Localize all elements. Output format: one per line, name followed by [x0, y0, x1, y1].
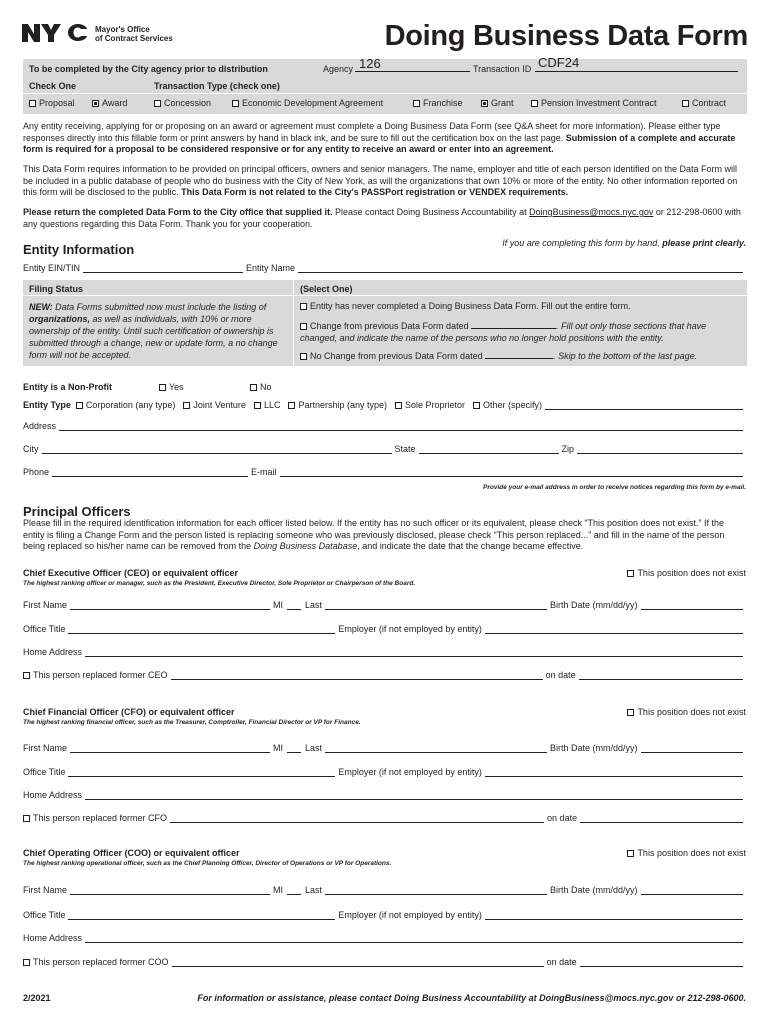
entity-type-row	[23, 400, 746, 410]
pension-label: Pension Investment Contract	[541, 98, 657, 108]
intro-paragraph-2	[23, 164, 746, 199]
intro-p3d: or 212-298-0600 with any questions regarding this Data Form. Thank you for your cooperation.	[23, 207, 741, 229]
office-line-2: of Contract Services	[95, 34, 173, 43]
cfo-name-row	[23, 743, 746, 753]
cfo-not-exist-label: This position does not exist	[637, 707, 746, 717]
coo-home-field[interactable]	[85, 933, 743, 943]
ceo-mi-label: MI	[273, 600, 284, 610]
cfo-on-date-label: on date	[547, 813, 578, 823]
ceo-employer-field[interactable]	[485, 624, 743, 634]
award-label: Award	[102, 98, 128, 108]
contract-label: Contract	[692, 98, 727, 108]
coo-on-date-label: on date	[546, 957, 577, 967]
pension-checkbox[interactable]	[531, 100, 538, 107]
office-line-1: Mayor's Office	[95, 25, 150, 34]
cfo-not-exist-checkbox[interactable]	[627, 709, 634, 716]
cfo-first-label: First Name	[23, 743, 68, 753]
transaction-type-label: Transaction Type (check one)	[154, 81, 280, 91]
franchise-checkbox[interactable]	[413, 100, 420, 107]
intro-p2a: This Data Form requires information to be provided on principal officers, owners and senior managers. The name, employer and title of each person identified on the Data Form will be included in a public database of people who do business with the City of New York, as will the organizations that own 10% or more of the entity. No other information reported on this form will be disclosed to the public.	[23, 164, 738, 197]
transaction-line	[535, 71, 738, 72]
cfo-last-label: Last	[305, 743, 323, 753]
transaction-id-label: Transaction ID	[473, 64, 532, 74]
phone-label: Phone	[23, 467, 50, 477]
city-label: City	[23, 444, 39, 454]
proposal-label: Proposal	[39, 98, 75, 108]
opt-change-note: . Fill out only those sections that have changed, and indicate the name of the persons who no longer hold positions with the entity.	[300, 321, 707, 343]
cfo-birth-field[interactable]	[641, 743, 743, 753]
economic-label: Economic Development Agreement	[242, 98, 384, 108]
corporation-label: Corporation (any type)	[85, 400, 176, 410]
sole-proprietor-label: Sole Proprietor	[405, 400, 466, 410]
cfo-on-date-field[interactable]	[580, 813, 743, 823]
form-title: Doing Business Data Form	[384, 20, 748, 52]
coo-replaced-field[interactable]	[172, 958, 544, 967]
cfo-home-row	[23, 790, 746, 800]
state-field[interactable]	[419, 445, 559, 454]
ceo-not-exist[interactable]	[627, 568, 746, 578]
coo-birth-label: Birth Date (mm/dd/yy)	[550, 885, 638, 895]
agency-field[interactable]: 126	[359, 56, 381, 71]
proposal-checkbox[interactable]	[29, 100, 36, 107]
cfo-office-title-field[interactable]	[68, 768, 335, 777]
cfo-home-label: Home Address	[23, 790, 83, 800]
intro-p3b: Please contact Doing Business Accountability at	[332, 207, 530, 217]
cfo-employer-label: Employer (if not employed by entity)	[338, 767, 482, 777]
select-one-label: (Select One)	[300, 284, 353, 294]
coo-first-field[interactable]	[70, 886, 270, 895]
ceo-replaced-row	[23, 670, 746, 680]
ceo-home-field[interactable]	[85, 647, 743, 657]
type-partnership[interactable]	[288, 400, 387, 410]
grant-label: Grant	[491, 98, 514, 108]
filing-status-label: Filing Status	[29, 284, 83, 294]
ceo-employer-label: Employer (if not employed by entity)	[338, 624, 482, 634]
type-pension[interactable]	[531, 98, 657, 108]
opt-new-checkbox[interactable]	[300, 303, 307, 310]
contract-checkbox[interactable]	[682, 100, 689, 107]
coo-not-exist-label: This position does not exist	[637, 848, 746, 858]
entity-heading: Entity Information	[23, 242, 135, 257]
coo-office-title-label: Office Title	[23, 910, 66, 920]
ceo-replaced-label: This person replaced former CEO	[33, 670, 168, 680]
ein-name-row	[23, 263, 746, 273]
ceo-replaced-field[interactable]	[171, 671, 543, 680]
coo-home-row	[23, 933, 746, 943]
yes-checkbox[interactable]	[159, 384, 166, 391]
completed-by-note: To be completed by the City agency prior to distribution	[29, 64, 268, 74]
other-checkbox[interactable]	[473, 402, 480, 409]
email-link[interactable]: DoingBusiness@mocs.nyc.gov	[529, 207, 654, 217]
cfo-first-field[interactable]	[70, 744, 270, 753]
sole-proprietor-checkbox[interactable]	[395, 402, 402, 409]
new-note-c: organizations,	[29, 314, 91, 324]
coo-first-label: First Name	[23, 885, 68, 895]
filing-divider	[293, 280, 294, 366]
nonprofit-label: Entity is a Non-Profit	[23, 382, 113, 392]
opt-change-label: Change from previous Data Form dated	[310, 321, 469, 331]
cfo-employer-field[interactable]	[485, 767, 743, 777]
city-field[interactable]	[42, 445, 392, 454]
economic-checkbox[interactable]	[232, 100, 239, 107]
type-grant[interactable]	[481, 98, 514, 108]
check-award[interactable]	[92, 98, 127, 108]
coo-last-field[interactable]	[325, 886, 547, 895]
state-label: State	[394, 444, 416, 454]
principal-intro-a: Please fill in the required identification information for each officer listed below. If the entity has no such officer or its equivalent, please check “This position does not exist.” If the entity is filing a Change Form and the person listed is replacing someone who was previously disclosed, please check “This person replaced...” and fill in the name of the person being replaced so his/her name can be removed from the	[23, 518, 725, 551]
coo-employer-field[interactable]	[485, 910, 743, 920]
cfo-replaced[interactable]	[23, 813, 167, 823]
hand-note-a: If you are completing this form by hand,	[502, 238, 663, 248]
coo-mi-label: MI	[273, 885, 284, 895]
coo-replaced[interactable]	[23, 957, 169, 967]
type-economic[interactable]	[232, 98, 383, 108]
type-sole-proprietor[interactable]	[395, 400, 465, 410]
agency-line	[355, 71, 470, 72]
no-checkbox[interactable]	[250, 384, 257, 391]
ceo-on-date-field[interactable]	[579, 670, 743, 680]
office-name	[95, 25, 173, 43]
opt-nochange-checkbox[interactable]	[300, 353, 307, 360]
ceo-not-exist-label: This position does not exist	[637, 568, 746, 578]
address-row	[23, 421, 746, 431]
ceo-birth-field[interactable]	[641, 600, 743, 610]
coo-employer-label: Employer (if not employed by entity)	[338, 910, 482, 920]
other-label: Other (specify)	[483, 400, 543, 410]
hand-note	[502, 238, 746, 248]
coo-office-title-field[interactable]	[68, 911, 335, 920]
llc-label: LLC	[263, 400, 281, 410]
yes-label: Yes	[169, 382, 184, 392]
entity-type-label: Entity Type	[23, 400, 71, 410]
cfo-last-field[interactable]	[325, 744, 547, 753]
coo-name-row	[23, 885, 746, 895]
ceo-home-row	[23, 647, 746, 657]
type-joint-venture[interactable]	[183, 400, 246, 410]
zip-field[interactable]	[577, 444, 743, 454]
principal-intro	[23, 518, 746, 553]
new-note-b: Data Forms submitted now must include the listing of	[55, 302, 267, 312]
ceo-sub: The highest ranking officer or manager, such as the President, Executive Director, Sole Proprietor or Chairperson of the Board.	[23, 580, 416, 587]
coo-replaced-checkbox[interactable]	[23, 959, 30, 966]
coo-title: Chief Operating Officer (COO) or equivalent officer	[23, 848, 240, 858]
filing-opt-new[interactable]	[300, 301, 631, 311]
cfo-replaced-checkbox[interactable]	[23, 815, 30, 822]
transaction-id-field[interactable]: CDF24	[538, 55, 580, 70]
cfo-birth-label: Birth Date (mm/dd/yy)	[550, 743, 638, 753]
nonprofit-no[interactable]	[250, 382, 272, 392]
coo-not-exist[interactable]	[627, 848, 746, 858]
type-contract[interactable]	[682, 98, 726, 108]
phone-row	[23, 467, 746, 477]
footer-contact: For information or assistance, please contact Doing Business Accountability at DoingBusiness@mocs.nyc.gov or 212-298-0600.	[197, 993, 746, 1003]
entity-name-field[interactable]	[298, 263, 743, 273]
ceo-on-date-label: on date	[545, 670, 576, 680]
form-date: 2/2021	[23, 993, 51, 1003]
cfo-not-exist[interactable]	[627, 707, 746, 717]
award-checkbox[interactable]	[92, 100, 99, 107]
ceo-replaced-checkbox[interactable]	[23, 672, 30, 679]
ceo-first-label: First Name	[23, 600, 68, 610]
other-specify-field[interactable]	[545, 400, 743, 410]
grant-checkbox[interactable]	[481, 100, 488, 107]
ceo-office-title-label: Office Title	[23, 624, 66, 634]
new-note-d: as well as individuals, with 10% or more ownership of the entity. Until such certification of ownership is submitted through a change, new or update form, a no change form will not be accepted.	[29, 314, 278, 360]
no-label: No	[260, 382, 272, 392]
coo-not-exist-checkbox[interactable]	[627, 850, 634, 857]
cfo-title-row	[23, 767, 746, 777]
principal-intro-b: Doing Business Database	[253, 541, 358, 551]
email-note: Provide your e-mail address in order to receive notices regarding this form by e-mail.	[483, 484, 746, 491]
intro-p3a: Please return the completed Data Form to the City office that supplied it.	[23, 207, 333, 217]
nochange-date-field[interactable]	[485, 350, 553, 359]
hand-note-b: please print clearly.	[662, 238, 746, 248]
type-llc[interactable]	[254, 400, 281, 410]
joint-venture-checkbox[interactable]	[183, 402, 190, 409]
ceo-birth-label: Birth Date (mm/dd/yy)	[550, 600, 638, 610]
filing-hdivider	[23, 295, 747, 296]
type-concession[interactable]	[154, 98, 211, 108]
ceo-name-row	[23, 600, 746, 610]
filing-opt-change[interactable]	[300, 320, 740, 344]
ceo-title: Chief Executive Officer (CEO) or equivalent officer	[23, 568, 239, 578]
nonprofit-yes[interactable]	[159, 382, 184, 392]
corporation-checkbox[interactable]	[76, 402, 83, 409]
header-divider	[23, 93, 747, 94]
coo-replaced-label: This person replaced former COO	[33, 957, 169, 967]
intro-p1a: Any entity receiving, applying for or proposing on an award or agreement must complete a Doing Business Data Form (see Q&A sheet for more information). Please either type responses directly into this fillable form or print answers by hand in black ink, and be sure to fill out the certification box on the last page.	[23, 121, 721, 143]
principal-intro-c: , and indicate the date that the change became effective.	[357, 541, 584, 551]
cfo-sub: The highest ranking financial officer, such as the Treasurer, Comptroller, Financial Director or VP for Finance.	[23, 719, 361, 726]
coo-home-label: Home Address	[23, 933, 83, 943]
type-franchise[interactable]	[413, 98, 463, 108]
intro-p1b: Submission of a complete and accurate form is required for a proposal to be considered responsive or for any entity to receive an award or enter into an agreement.	[23, 132, 736, 154]
new-note	[29, 301, 279, 361]
opt-new-label: Entity has never completed a Doing Business Data Form. Fill out the entire form.	[310, 301, 631, 311]
city-row	[23, 444, 746, 454]
coo-birth-field[interactable]	[641, 885, 743, 895]
cfo-replaced-row	[23, 813, 746, 823]
ceo-not-exist-checkbox[interactable]	[627, 570, 634, 577]
llc-checkbox[interactable]	[254, 402, 261, 409]
coo-sub: The highest ranking operational officer, such as the Chief Planning Officer, Director of Operations or VP for Operations.	[23, 860, 392, 867]
intro-p2b: This Data Form is not related to the City's PASSPort registration or VENDEX requirements.	[181, 187, 569, 197]
type-corporation[interactable]	[76, 400, 176, 410]
partnership-label: Partnership (any type)	[298, 400, 387, 410]
change-date-field[interactable]	[471, 320, 556, 329]
cfo-replaced-field[interactable]	[170, 814, 544, 823]
ceo-first-field[interactable]	[70, 601, 270, 610]
ein-field[interactable]	[83, 264, 243, 273]
opt-change-checkbox[interactable]	[300, 323, 307, 330]
principal-heading: Principal Officers	[23, 504, 131, 519]
nyc-logo	[22, 22, 88, 44]
address-label: Address	[23, 421, 57, 431]
cfo-title: Chief Financial Officer (CFO) or equivalent officer	[23, 707, 235, 717]
partnership-checkbox[interactable]	[288, 402, 295, 409]
filing-opt-nochange[interactable]	[300, 350, 697, 361]
email-label: E-mail	[251, 467, 277, 477]
ceo-replaced[interactable]	[23, 670, 168, 680]
intro-paragraph-3	[23, 207, 746, 230]
intro-paragraph-1	[23, 121, 746, 156]
ceo-title-row	[23, 624, 746, 634]
new-note-a: NEW:	[29, 302, 56, 312]
ceo-home-label: Home Address	[23, 647, 83, 657]
entity-name-label: Entity Name	[246, 263, 296, 273]
cfo-office-title-label: Office Title	[23, 767, 66, 777]
ceo-last-field[interactable]	[325, 601, 547, 610]
zip-label: Zip	[561, 444, 575, 454]
agency-label: Agency	[323, 64, 354, 74]
coo-on-date-field[interactable]	[580, 957, 743, 967]
phone-field[interactable]	[52, 468, 248, 477]
franchise-label: Franchise	[423, 98, 463, 108]
cfo-mi-field[interactable]	[287, 744, 301, 753]
type-other[interactable]	[473, 400, 542, 410]
ceo-last-label: Last	[305, 600, 323, 610]
concession-label: Concession	[164, 98, 212, 108]
coo-title-row	[23, 910, 746, 920]
email-field[interactable]	[280, 467, 743, 477]
opt-nochange-note: . Skip to the bottom of the last page.	[553, 351, 698, 361]
cfo-mi-label: MI	[273, 743, 284, 753]
coo-mi-field[interactable]	[287, 886, 301, 895]
joint-venture-label: Joint Venture	[193, 400, 246, 410]
coo-last-label: Last	[305, 885, 323, 895]
address-field[interactable]	[59, 421, 743, 431]
opt-nochange-label: No Change from previous Data Form dated	[310, 351, 483, 361]
check-proposal[interactable]	[29, 98, 75, 108]
ein-label: Entity EIN/TIN	[23, 263, 81, 273]
concession-checkbox[interactable]	[154, 100, 161, 107]
cfo-replaced-label: This person replaced former CFO	[33, 813, 168, 823]
cfo-home-field[interactable]	[85, 790, 743, 800]
ceo-mi-field[interactable]	[287, 601, 301, 610]
ceo-office-title-field[interactable]	[68, 625, 335, 634]
check-one-label: Check One	[29, 81, 77, 91]
coo-replaced-row	[23, 957, 746, 967]
